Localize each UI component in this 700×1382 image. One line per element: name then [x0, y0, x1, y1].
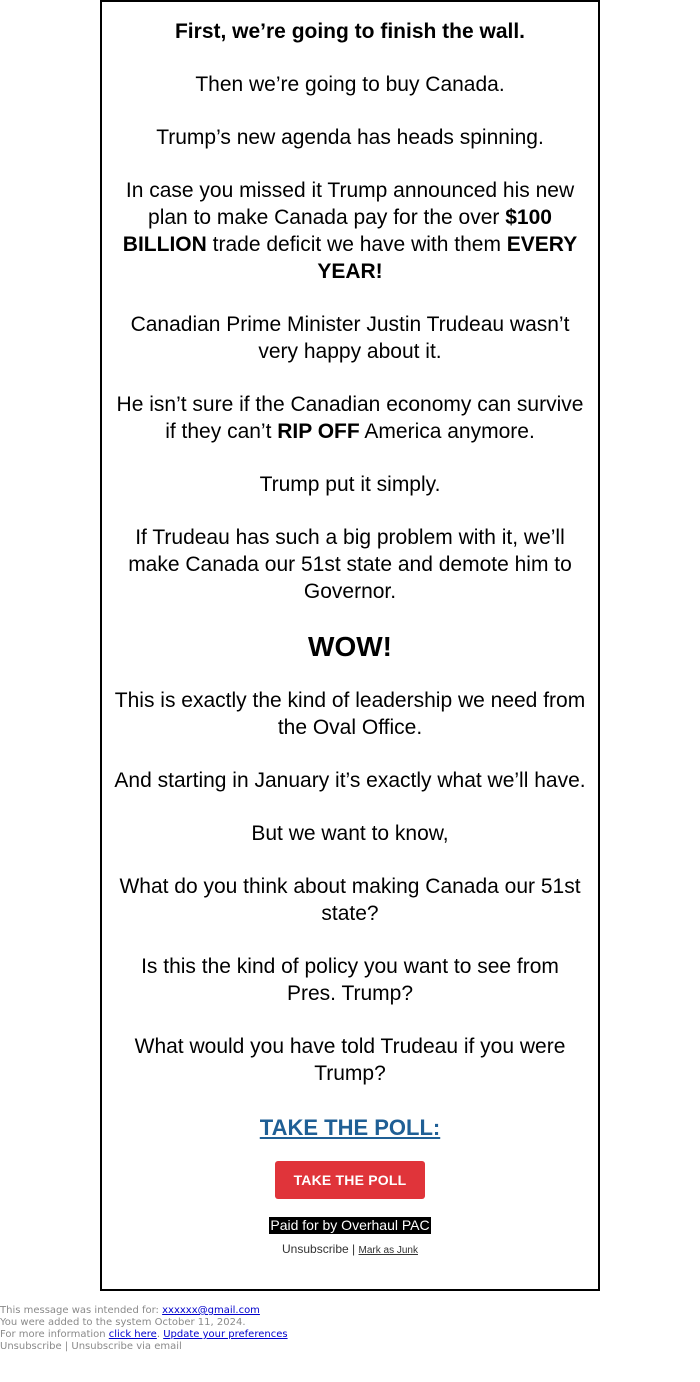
bold-every-year: EVERY YEAR! [317, 233, 578, 283]
paragraph-question-1: What do you think about making Canada our 51st state? [119, 875, 581, 925]
email-content [102, 2, 598, 1259]
footer-intended-prefix: This message was intended for: [0, 1305, 163, 1316]
paragraph-leadership: This is exactly the kind of leadership we need from the Oval Office. [114, 689, 586, 739]
paragraph-simply: Trump put it simply. [259, 473, 441, 496]
unsubscribe-text[interactable]: Unsubscribe [282, 1242, 349, 1256]
update-preferences-link[interactable]: Update your preferences [163, 1329, 288, 1340]
footer-intended-line [0, 1305, 288, 1317]
headline: First, we’re going to finish the wall. [174, 20, 526, 43]
footer-added-line: You were added to the system October 11, 2024. [0, 1317, 246, 1328]
paragraph-question-2: Is this the kind of policy you want to see from Pres. Trump? [141, 955, 559, 1005]
paid-for-disclaimer: Paid for by Overhaul PAC [270, 1217, 430, 1233]
text-segment: America anymore. [359, 420, 535, 443]
unsubscribe-row [114, 1241, 586, 1259]
paragraph-economy [114, 391, 586, 445]
paragraph-51st-state: If Trudeau has such a big problem with it, we’ll make Canada our 51st state and demote him to Governor. [128, 526, 572, 603]
wow-heading: WOW! [308, 631, 392, 662]
email-body [100, 0, 600, 1291]
recipient-email-link[interactable]: xxxxxx@gmail.com [162, 1305, 260, 1316]
paragraph-january: And starting in January it’s exactly what we’ll have. [114, 769, 586, 792]
bold-amount: $100 BILLION [122, 206, 552, 256]
footer-unsubscribe-line[interactable]: Unsubscribe | Unsubscribe via email [0, 1341, 182, 1352]
email-footer [0, 1305, 288, 1353]
click-here-link[interactable]: click here [108, 1329, 157, 1340]
paragraph-buy-canada: Then we’re going to buy Canada. [195, 73, 505, 96]
take-poll-link[interactable]: TAKE THE POLL: [259, 1115, 441, 1140]
paragraph-want-to-know: But we want to know, [251, 822, 449, 845]
bold-rip-off: RIP OFF [277, 420, 360, 443]
text-segment: In case you missed it Trump announced his new plan to make Canada pay for the over [125, 179, 575, 229]
paragraph-question-3: What would you have told Trudeau if you were Trump? [134, 1035, 566, 1085]
text-segment: trade deficit we have with them [206, 233, 507, 256]
paragraph-agenda: Trump’s new agenda has heads spinning. [156, 126, 544, 149]
paragraph-trade-deficit [114, 177, 586, 285]
footer-more-info-prefix: For more information [0, 1329, 109, 1340]
mark-as-junk-link[interactable]: Mark as Junk [358, 1245, 418, 1256]
take-poll-button[interactable]: TAKE THE POLL [275, 1161, 425, 1199]
paragraph-trudeau: Canadian Prime Minister Justin Trudeau wasn’t very happy about it. [130, 313, 570, 363]
separator: | [352, 1242, 356, 1256]
footer-more-info-line [0, 1329, 288, 1341]
text-segment: He isn’t sure if the Canadian economy can survive if they can’t [116, 393, 584, 443]
footer-comma: . [156, 1329, 164, 1340]
